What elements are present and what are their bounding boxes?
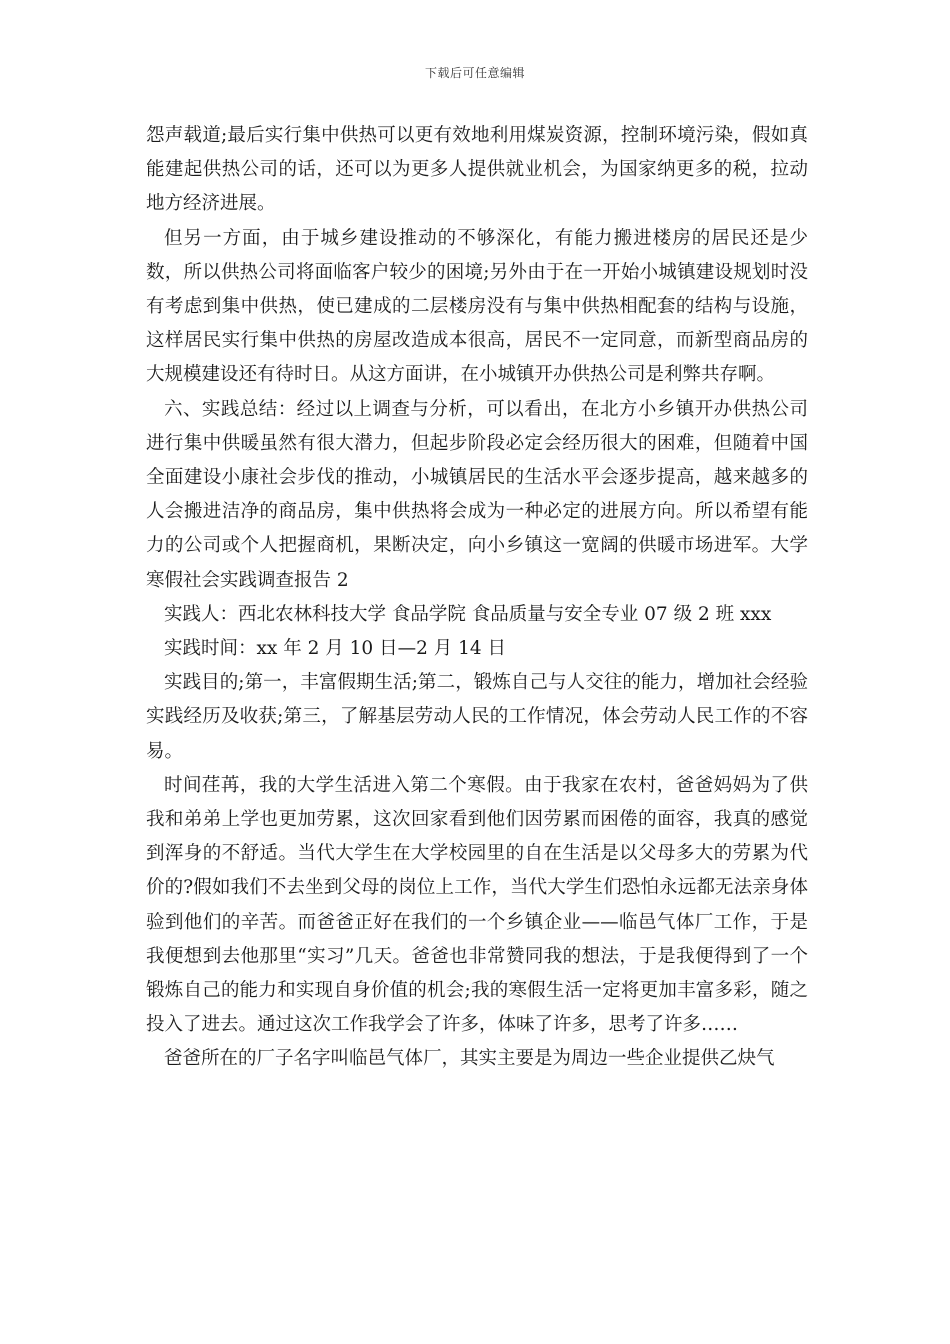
paragraph: 时间荏苒，我的大学生活进入第二个寒假。由于我家在农村，爸爸妈妈为了供我和弟弟上学也更加劳累，这次回家看到他们因劳累而困倦的面容，我真的感觉到浑身的不舒适。当代大学生在大学校园里的自在生活是以父母多大的劳累为代价的?假如我们不去坐到父母的岗位上工作，当代大学生们恐怕永远都无法亲身体验到他们的辛苦。而爸爸正好在我们的一个乡镇企业——临邑气体厂工作，于是我便想到去他那里“实习”几天。爸爸也非常赞同我的想法，于是我便得到了一个锻炼自己的能力和实现自身价值的机会;我的寒假生活一定将更加丰富多彩，随之投入了进去。通过这次工作我学会了许多，体味了许多，思考了许多…… [146,774,808,1036]
paragraph-continuation: 怨声载道;最后实行集中供热可以更有效地利用煤炭资源，控制环境污染，假如真能建起供热公司的话，还可以为更多人提供就业机会，为国家纳更多的税，拉动地方经济进展。 [146,125,808,215]
paragraph-summary: 六、实践总结：经过以上调查与分析，可以看出，在北方小乡镇开办供热公司进行集中供暖虽然有很大潜力，但起步阶段必定会经历很大的困难，但随着中国全面建设小康社会步伐的推动，小城镇居民的生活水平会逐步提高，越来越多的人会搬进洁净的商品房，集中供热将会成为一种必定的进展方向。所以希望有能力的公司或个人把握商机，果断决定，向小乡镇这一宽阔的供暖市场进军。大学寒假社会实践调查报告 2 [146,398,808,591]
paragraph: 但另一方面，由于城乡建设推动的不够深化，有能力搬进楼房的居民还是少数，所以供热公司将面临客户较少的困境;另外由于在一开始小城镇建设规划时没有考虑到集中供热，使已建成的二层楼房没有与集中供热相配套的结构与设施，这样居民实行集中供热的房屋改造成本很高，居民不一定同意，而新型商品房的大规模建设还有待时日。从这方面讲，在小城镇开办供热公司是利弊共存啊。 [146,227,808,386]
paragraph-practice-purpose: 实践目的;第一，丰富假期生活;第二，锻炼自己与人交往的能力，增加社会经验实践经历及收获;第三，了解基层劳动人民的工作情况，体会劳动人民工作的不容易。 [146,672,808,762]
paragraph-practitioner: 实践人：西北农林科技大学 食品学院 食品质量与安全专业 07 级 2 班 xxx [164,603,772,625]
paragraph: 爸爸所在的厂子名字叫临邑气体厂，其实主要是为周边一些企业提供乙炔气 [164,1048,775,1070]
paragraph-practice-time: 实践时间：xx 年 2 月 10 日—2 月 14 日 [164,638,507,660]
page-header: 下载后可任意编辑 [424,66,525,80]
document-body [146,119,808,1077]
